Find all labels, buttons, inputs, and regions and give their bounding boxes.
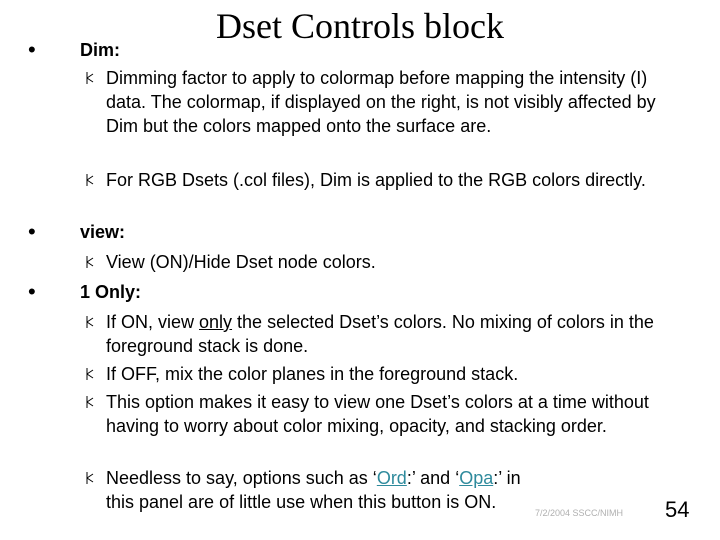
text-segment: :’ in this panel are of little use when this button is ON. xyxy=(106,468,521,512)
tree-bullet-icon xyxy=(86,395,94,409)
tree-bullet-icon xyxy=(86,255,94,269)
footer-date-org: 7/2/2004 SSCC/NIMH xyxy=(535,508,624,518)
underlined-word: only xyxy=(199,312,233,332)
list-item-one-dset: This option makes it easy to view one Dset’s colors at a time without having to worry about color mixing, opacity, and stacking order. xyxy=(106,392,649,436)
opa-link[interactable]: Opa xyxy=(459,468,494,488)
list-item-dim-factor: Dimming factor to apply to colormap before mapping the intensity (I) data. The colormap, if displayed on the right, is not visibly affected by Dim but the colors mapped onto the surface are. xyxy=(106,68,656,136)
text-segment: :’ and ‘ xyxy=(406,468,460,488)
tree-bullet-icon xyxy=(86,173,94,187)
text-segment: the selected Dset’s colors. No mixing of colors in the foreground stack is done. xyxy=(106,312,654,356)
page-title: Dset Controls block xyxy=(216,6,504,46)
tree-bullet-icon xyxy=(86,315,94,329)
bullet-icon: • xyxy=(28,219,36,244)
list-item-needless xyxy=(106,466,526,514)
tree-bullet-icon xyxy=(86,367,94,381)
ord-link[interactable]: Ord xyxy=(376,468,407,488)
text-segment: If ON, view xyxy=(106,312,200,332)
section-heading-view: view: xyxy=(80,222,126,242)
list-item-view-hide: View (ON)/Hide Dset node colors. xyxy=(106,252,376,272)
bullet-icon: • xyxy=(28,37,36,62)
list-item-if-on xyxy=(106,310,674,358)
bullet-icon: • xyxy=(28,279,36,304)
list-item-rgb-dsets: For RGB Dsets (.col files), Dim is applied to the RGB colors directly. xyxy=(106,170,646,190)
page-number: 54 xyxy=(665,497,690,522)
tree-bullet-icon xyxy=(86,471,94,485)
list-item-if-off: If OFF, mix the color planes in the foreground stack. xyxy=(106,364,519,384)
section-heading-1-only: 1 Only: xyxy=(80,282,142,302)
section-heading-dim: Dim: xyxy=(80,40,120,60)
text-segment: Needless to say, options such as ‘ xyxy=(106,468,377,488)
tree-bullet-icon xyxy=(86,71,94,85)
